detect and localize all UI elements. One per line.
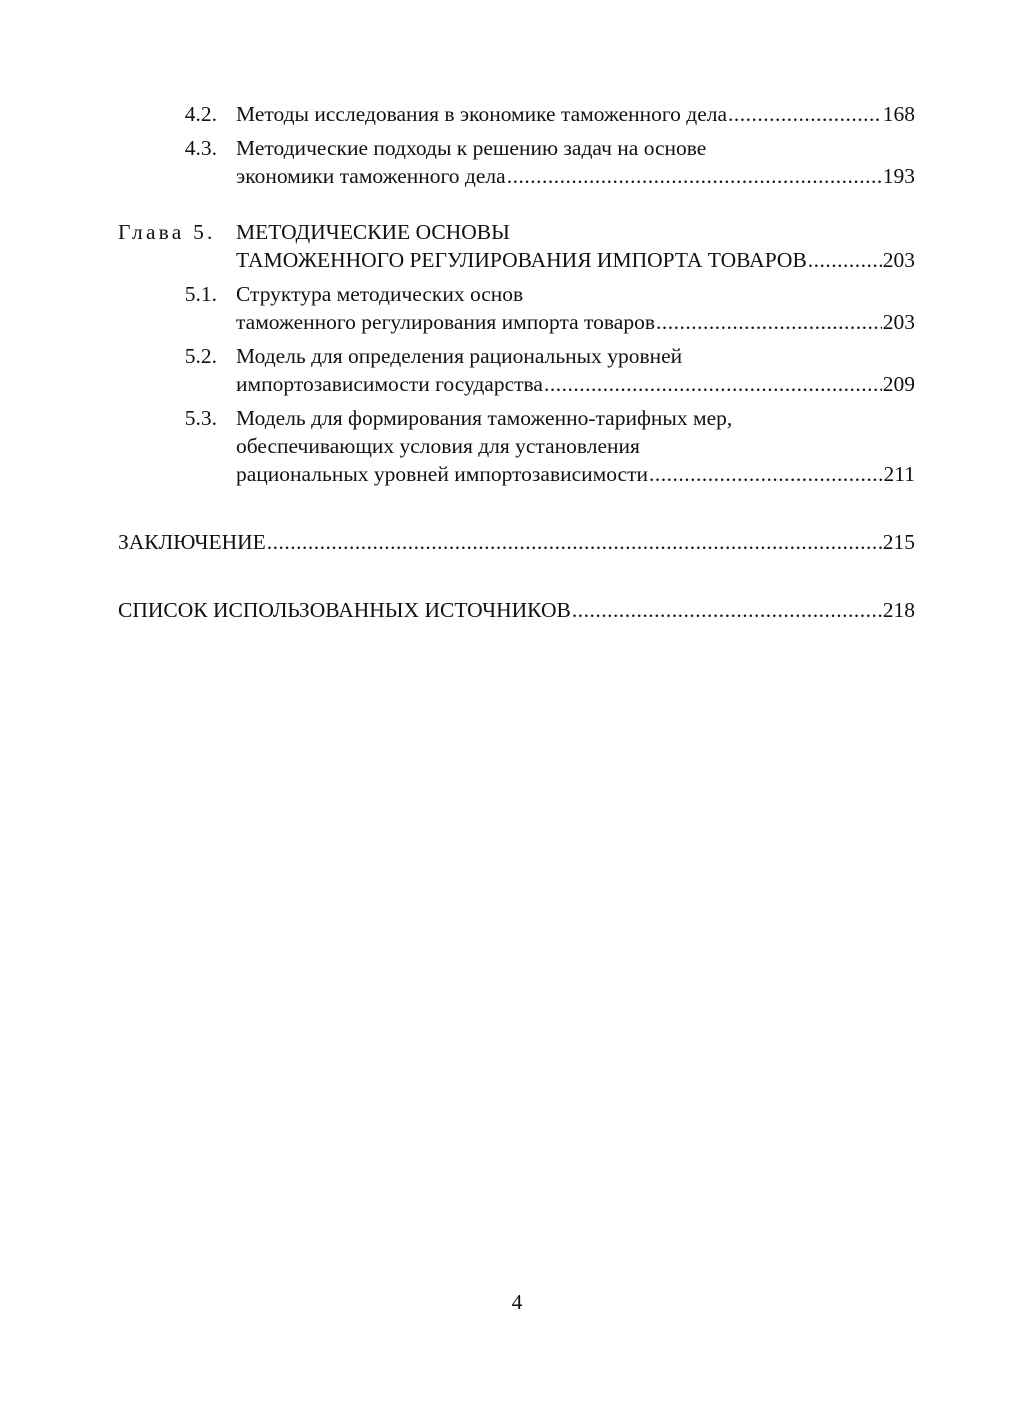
toc-entry-title-line: экономики таможенного дела [236, 164, 506, 188]
toc-entry-title-line: импортозависимости государства [236, 372, 543, 396]
toc-chapter-number: Глава 5. [118, 220, 216, 244]
toc-entry-5-3[interactable] [118, 404, 915, 488]
toc-entry-title-line: Структура методических основ [236, 282, 524, 306]
leader-dots [507, 162, 882, 190]
toc-entry-title-line: Модель для определения рациональных уровней [236, 344, 683, 368]
toc-entry-title: Методы исследования в экономике таможенного дела [236, 102, 728, 126]
toc-entry-title: СПИСОК ИСПОЛЬЗОВАННЫХ ИСТОЧНИКОВ [118, 598, 571, 622]
toc-entry-title-line: таможенного регулирования импорта товаров [236, 310, 655, 334]
toc-entry-page: 193 [882, 164, 915, 188]
toc-entry-title-line: Методические подходы к решению задач на основе [236, 136, 707, 160]
toc-entry-page: 209 [882, 372, 915, 396]
toc-chapter-title-line: МЕТОДИЧЕСКИЕ ОСНОВЫ [236, 220, 510, 244]
toc-entry-title-line: обеспечивающих условия для установления [236, 434, 640, 458]
toc-entry-page: 218 [882, 598, 915, 622]
toc-entry-number: 4.2. [184, 102, 217, 126]
toc-entry-page: 203 [882, 310, 915, 334]
toc-entry-5-1[interactable] [118, 280, 915, 336]
leader-dots [656, 308, 882, 336]
leader-dots [649, 460, 883, 488]
leader-dots [267, 528, 882, 556]
toc-entry-conclusion[interactable] [118, 528, 915, 556]
toc-entry-number: 5.3. [184, 406, 217, 430]
toc-entry-number: 4.3. [184, 136, 217, 160]
leader-dots [544, 370, 882, 398]
toc-entry-number: 5.2. [184, 344, 217, 368]
toc-entry-title-line: рациональных уровней импортозависимости [236, 462, 649, 486]
toc-entry-number: 5.1. [184, 282, 217, 306]
leader-dots [728, 100, 882, 128]
toc-entry-page: 203 [882, 248, 915, 272]
table-of-contents [118, 100, 915, 624]
toc-entry-page: 215 [882, 530, 915, 554]
leader-dots [808, 246, 882, 274]
leader-dots [572, 596, 882, 624]
toc-entry-title: ЗАКЛЮЧЕНИЕ [118, 530, 266, 554]
toc-entry-page: 211 [883, 462, 915, 486]
toc-entry-5-2[interactable] [118, 342, 915, 398]
toc-entry-4-3[interactable] [118, 134, 915, 190]
toc-entry-sources[interactable] [118, 596, 915, 624]
toc-chapter-title-line: ТАМОЖЕННОГО РЕГУЛИРОВАНИЯ ИМПОРТА ТОВАРОВ [236, 248, 807, 272]
toc-chapter-5[interactable] [118, 218, 915, 274]
toc-entry-page: 168 [882, 102, 915, 126]
page-number: 4 [511, 1290, 523, 1314]
toc-entry-4-2[interactable] [118, 100, 915, 128]
toc-entry-title-line: Модель для формирования таможенно-тарифных мер, [236, 406, 733, 430]
